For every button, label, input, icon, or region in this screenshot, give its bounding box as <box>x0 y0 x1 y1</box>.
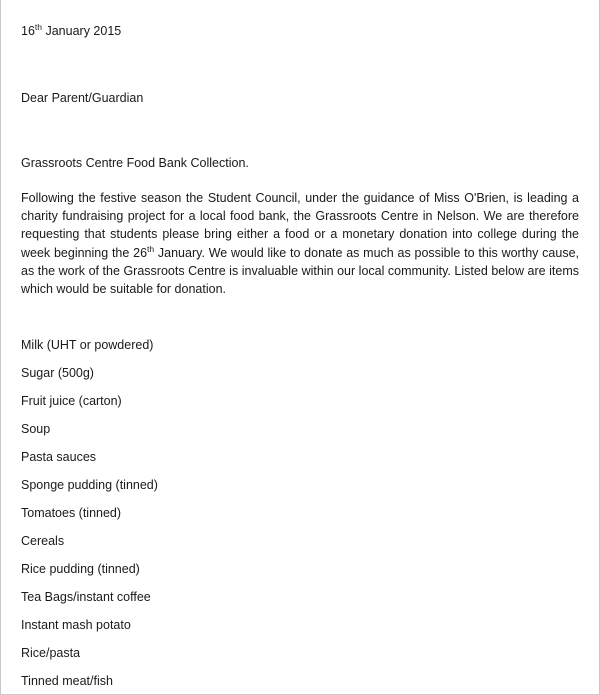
list-item: Rice pudding (tinned) <box>21 562 140 577</box>
donation-items-list <box>21 336 579 690</box>
list-item: Instant mash potato <box>21 618 131 633</box>
letter-content <box>21 0 579 695</box>
list-item: Sugar (500g) <box>21 366 94 381</box>
list-item: Rice/pasta <box>21 646 81 661</box>
list-item: Cereals <box>21 534 65 549</box>
body-date-number: 26 <box>133 245 148 260</box>
body-text-part-1: Following the festive season the Student Council, under the guidance of Miss O'Brien, is leading a charity fundraising project for a local food bank, the Grassroots Centre in Nelson. We are therefore requesting that students please bring either a food or a monetary donation into college during the week beginning the <box>21 191 579 260</box>
list-item: Tomatoes (tinned) <box>21 506 122 521</box>
date-day-number: 16 <box>21 24 35 38</box>
list-item: Soup <box>21 422 51 437</box>
list-item: Sponge pudding (tinned) <box>21 478 158 493</box>
body-text-part-2: January. We would like to donate as much as possible to this worthy cause, as the work of the Grassroots Centre is invaluable within our local community. Listed below are items which would be suitable for donation. <box>21 245 579 297</box>
list-item: Tea Bags/instant coffee <box>21 590 151 605</box>
date-ordinal-suffix: th <box>34 21 42 32</box>
date-month-year: January 2015 <box>42 24 122 38</box>
subject-line: Grassroots Centre Food Bank Collection. <box>21 156 249 170</box>
letter-date <box>21 22 579 40</box>
list-item: Fruit juice (carton) <box>21 394 122 409</box>
list-item: Milk (UHT or powdered) <box>21 338 154 353</box>
body-paragraph <box>21 189 579 298</box>
body-date-ordinal-suffix: th <box>147 243 155 254</box>
list-item: Tinned meat/fish <box>21 674 113 689</box>
list-item: Pasta sauces <box>21 450 97 465</box>
salutation: Dear Parent/Guardian <box>21 91 144 105</box>
